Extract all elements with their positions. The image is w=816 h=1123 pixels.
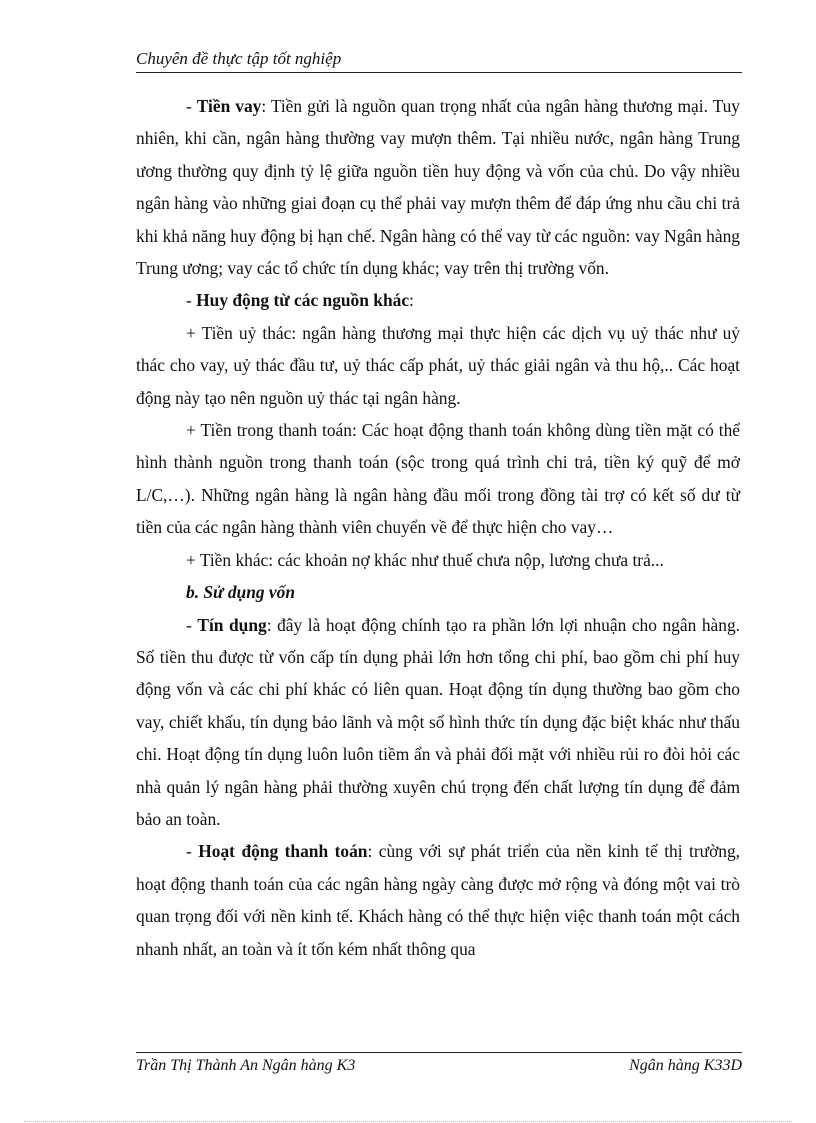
paragraph-text: : Tiền gửi là nguồn quan trọng nhất của ngân hàng thương mại. Tuy nhiên, khi cần, ngân hàng thường vay mượn thêm. Tại nhiều nước, ngân hàng Trung ương thường quy định tỷ lệ giữa nguồn tiền huy động và vốn của chủ. Do vậy nhiều ngân hàng vào những giai đoạn cụ thể phải vay mượn thêm để đáp ứng nhu cầu chi trả khi khả năng huy động bị hạn chế. Ngân hàng có thể vay từ các nguồn: vay Ngân hàng Trung ương; vay các tổ chức tín dụng khác; vay trên thị trường vốn. <box>136 96 740 279</box>
header-title: Chuyên đề thực tập tốt nghiệp <box>136 49 342 68</box>
page-bottom-divider <box>24 1121 792 1122</box>
paragraph-tien-khac: + Tiền khác: các khoản nợ khác như thuế chưa nộp, lương chưa trả... <box>186 549 664 570</box>
term-tin-dung: Tín dụng <box>197 614 267 635</box>
paragraph-tien-vay <box>136 90 740 284</box>
paragraph-lead: - <box>186 290 197 311</box>
page-header <box>136 48 742 73</box>
term-tien-vay: Tiền vay <box>196 96 262 116</box>
term-huy-dong: Huy động từ các nguồn khác <box>196 290 410 311</box>
paragraph-text: : đây là hoạt động chính tạo ra phần lớn lợi nhuận cho ngân hàng. Số tiền thu được từ vốn cấp tín dụng phải lớn hơn tổng chi phí, bao gồm chi phí huy động vốn và các chi phí khác có liên quan. Hoạt động tín dụng thường bao gồm cho vay, chiết khấu, tín dụng bảo lãnh và một số hình thức tín dụng đặc biệt khác như thấu chi. Hoạt động tín dụng luôn luôn tiềm ẩn và phải đối mặt với nhiều rủi ro đòi hỏi các nhà quản lý ngân hàng phải thường xuyên chú trọng đến chất lượng tín dụng để đảm bảo an toàn. <box>136 614 740 829</box>
paragraph-text: : cùng với sự phát triển của nền kinh tế thị trường, hoạt động thanh toán của các ngân hàng ngày càng được mở rộng và đóng một vai trò quan trọng đối với nền kinh tế. Khách hàng có thể thực hiện việc thanh toán một cách nhanh nhất, an toàn và ít tốn kém nhất thông qua <box>136 841 741 959</box>
paragraph-tien-uy-thac: + Tiền uỷ thác: ngân hàng thương mại thực hiện các dịch vụ uỷ thác như uỷ thác cho vay, uỷ thác đầu tư, uỷ thác cấp phát, uỷ thác giải ngân và thu hộ,.. Các hoạt động này tạo nên nguồn uỷ thác tại ngân hàng. <box>136 322 740 408</box>
paragraph-tien-thanh-toan: + Tiền trong thanh toán: Các hoạt động thanh toán không dùng tiền mặt có thể hình thành nguồn trong thanh toán (sộc trong quá trình chi trả, tiền ký quỹ để mở L/C,…). Những ngân hàng là ngân hàng đầu mối trong đồng tài trợ có kết số dư từ tiền của các ngân hàng thành viên chuyển về để thực hiện cho vay… <box>136 420 740 538</box>
paragraph-huy-dong <box>136 284 740 316</box>
footer-class: Ngân hàng K33D <box>629 1057 742 1074</box>
paragraph-thanh-toan <box>136 835 740 965</box>
term-thanh-toan: Hoạt động thanh toán <box>198 841 368 862</box>
page-footer <box>136 1052 742 1075</box>
footer-author: Trần Thị Thành An Ngân hàng K3 <box>136 1057 356 1074</box>
paragraph-lead: - <box>186 841 199 862</box>
paragraph-text: : <box>409 290 414 311</box>
paragraph-tin-dung <box>136 609 740 836</box>
paragraph-lead: - <box>186 614 198 635</box>
document-body <box>136 90 740 965</box>
section-subheading: b. Sử dụng vốn <box>186 582 295 603</box>
paragraph-lead: - <box>186 96 197 116</box>
